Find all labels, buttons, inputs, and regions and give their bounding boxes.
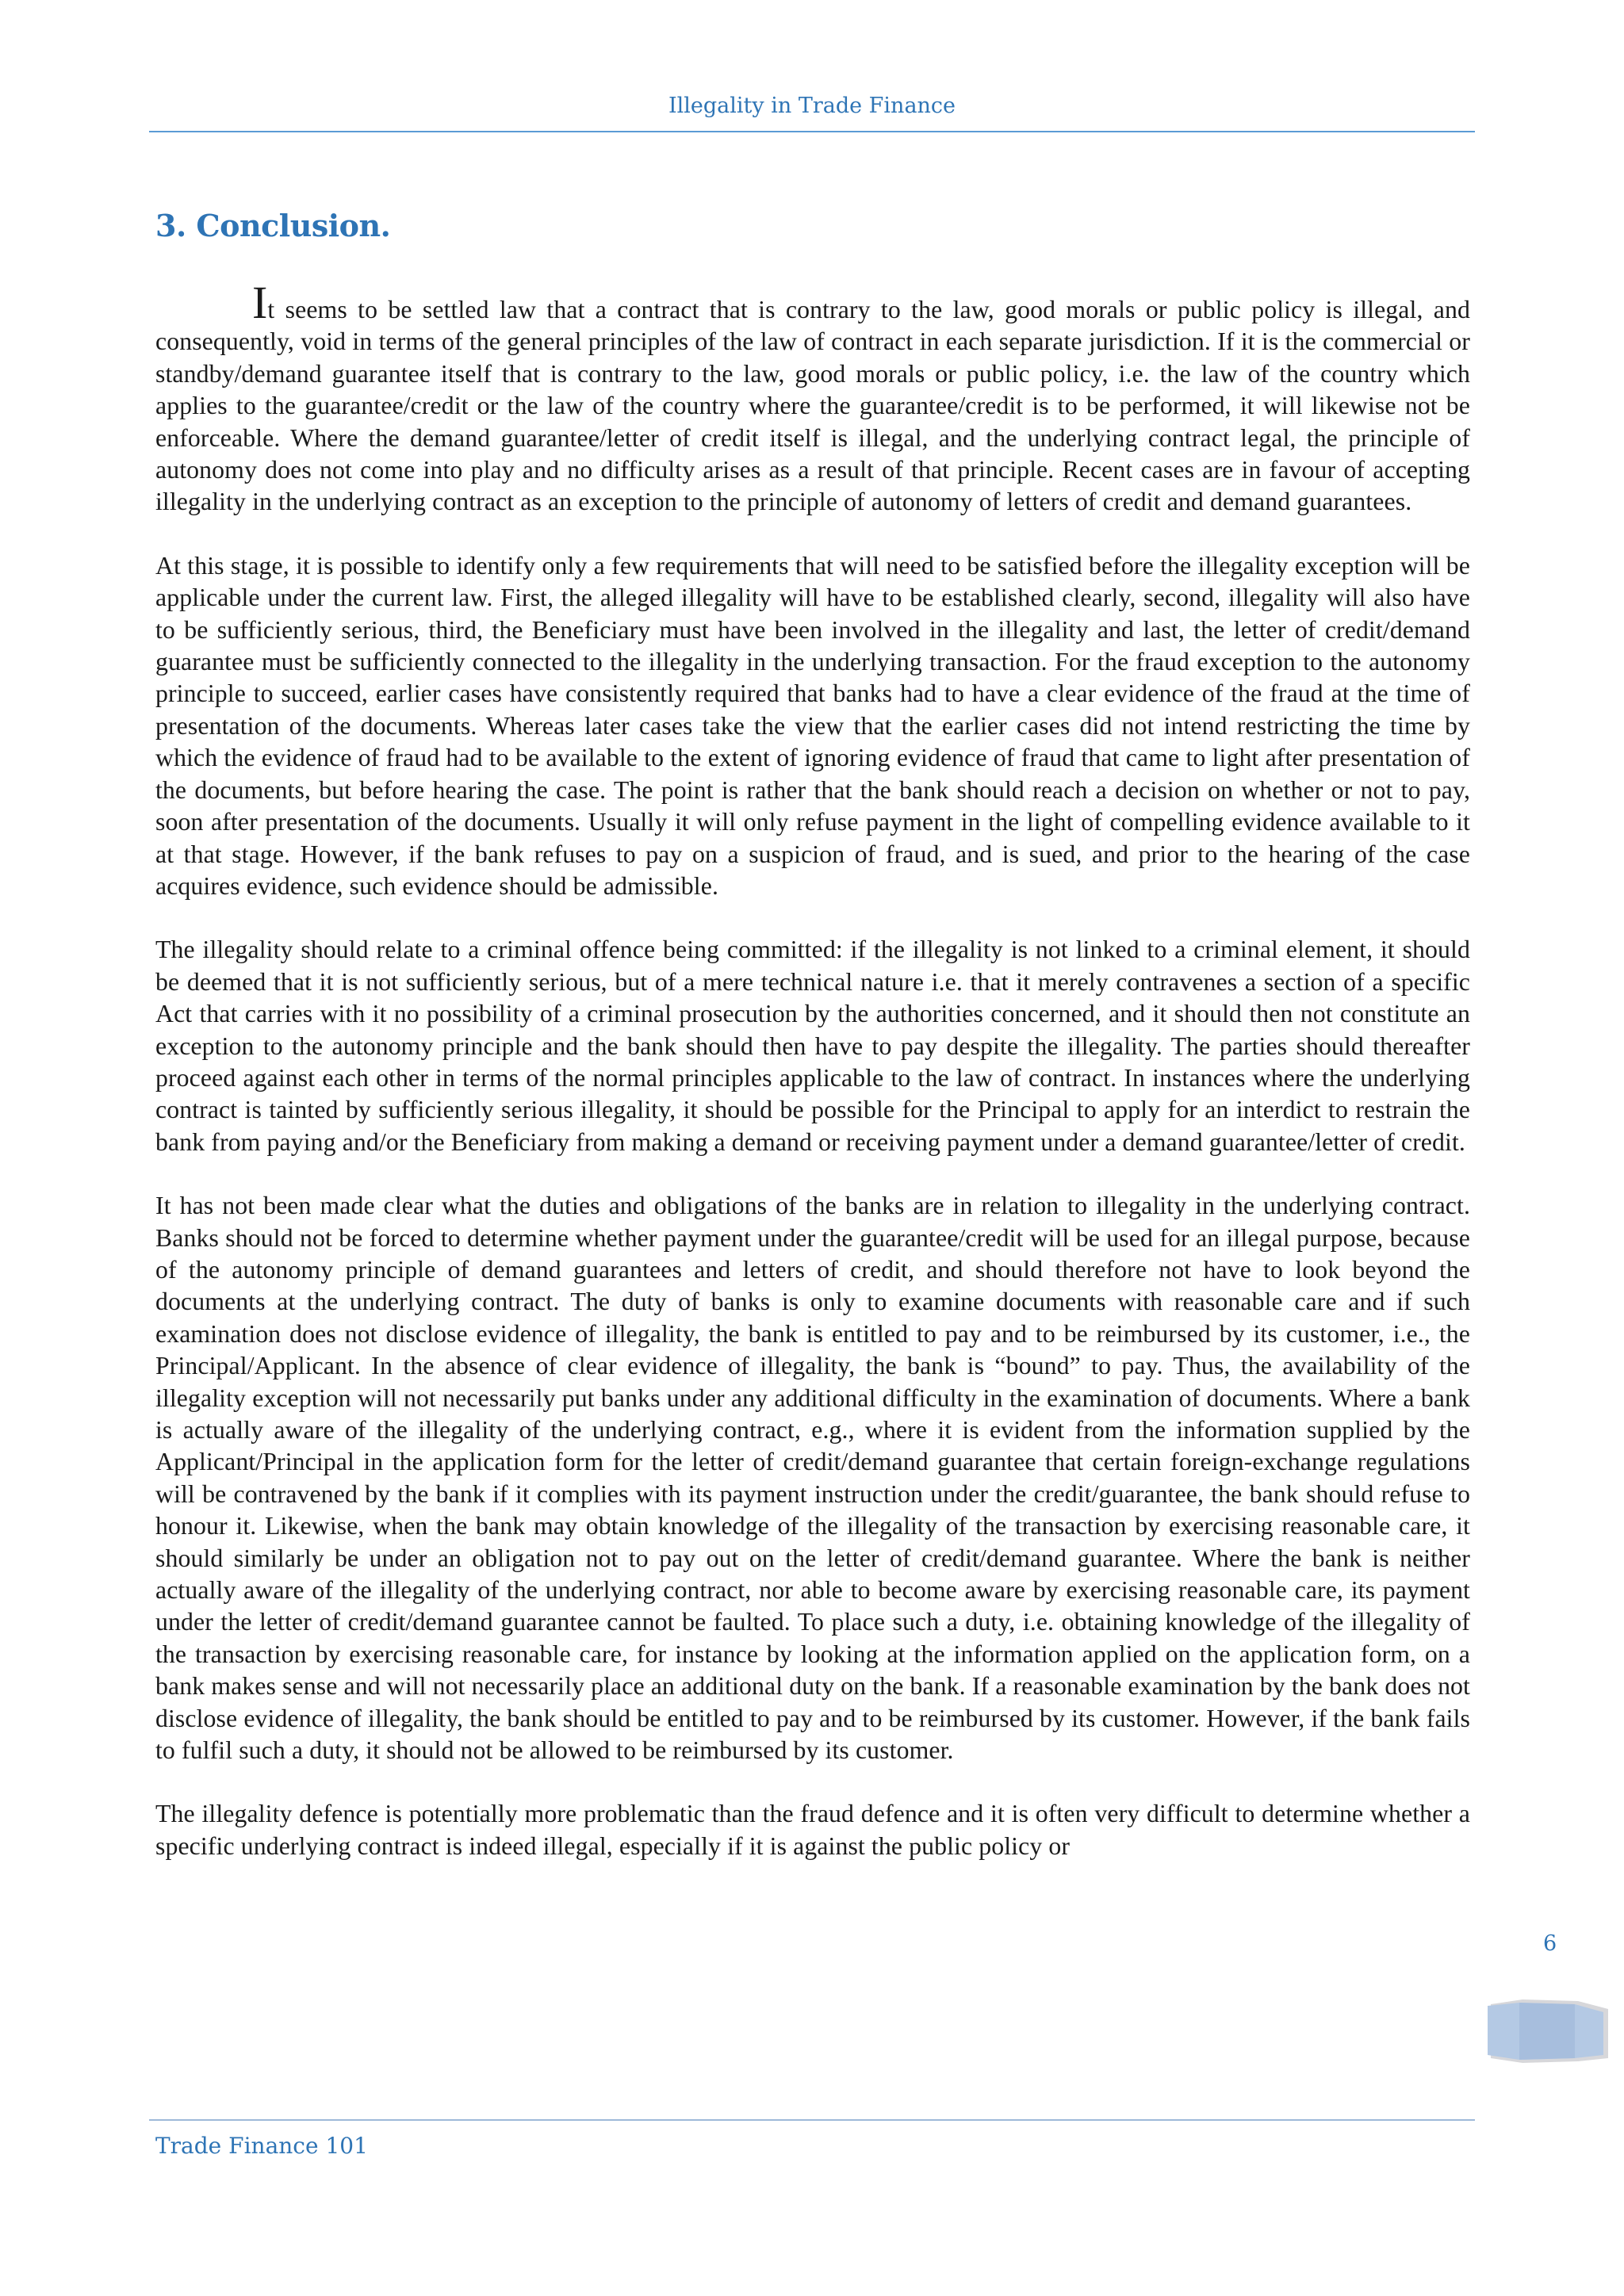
footer-rule: [149, 2119, 1475, 2121]
page-tab-decoration: [1484, 1998, 1611, 2064]
running-header: Illegality in Trade Finance: [668, 94, 956, 118]
running-footer: Trade Finance 101: [155, 2133, 368, 2159]
tab-fold: [1519, 2003, 1575, 2060]
paragraph-1: [155, 277, 1470, 519]
paragraph-2: At this stage, it is possible to identify only a few requirements that will need to be satisfied before the illegality exception will be applicable under the current law. First, the alleged illegality will have to be established clearly, second, illegality will also have to be sufficiently serious, third, the Beneficiary must have been involved in the illegality and last, the letter of credit/demand guarantee must be sufficiently connected to the illegality in the underlying transaction. For the fraud exception to the autonomy principle to succeed, earlier cases have consistently required that banks had to have a clear evidence of the fraud at the time of presentation of the documents. Whereas later cases take the view that the earlier cases did not intend restricting the time by which the evidence of fraud had to be available to the extent of ignoring evidence of fraud that came to light after presentation of the documents, but before hearing the case. The point is rather that the bank should reach a decision on whether or not to pay, soon after presentation of the documents. Usually it will only refuse payment in the light of compelling evidence available to it at that stage. However, if the bank refuses to pay on a suspicion of fraud, and is sued, and prior to the hearing of the case acquires evidence, such evidence should be admissible.: [155, 551, 1470, 900]
header-rule: [149, 131, 1475, 132]
paragraph-5: The illegality defence is potentially more problematic than the fraud defence and it is often very difficult to determine whether a specific underlying contract is indeed illegal, especially if it is against the public policy or: [155, 1800, 1470, 1860]
page-number: 6: [1543, 1931, 1557, 1956]
paragraph-3: The illegality should relate to a criminal offence being committed: if the illegality is not linked to a criminal element, it should be deemed that it is not sufficiently serious, but of a mere technical nature i.e. that it merely contravenes a section of a specific Act that carries with it no possibility of a criminal prosecution by the authorities concerned, and it should then not constitute an exception to the autonomy principle and the bank should then have to pay despite the illegality. The parties should thereafter proceed against each other in terms of the normal principles applicable to the law of contract. In instances where the underlying contract is tainted by sufficiently serious illegality, it should be possible for the Principal to apply for an interdict to restrain the bank from paying and/or the Beneficiary from making a demand or receiving payment under a demand guarantee/letter of credit.: [155, 936, 1470, 1156]
section-heading: 3. Conclusion.: [155, 208, 391, 243]
paragraph-1-text: t seems to be settled law that a contract that is contrary to the law, good morals or public policy is illegal, and consequently, void in terms of the general principles of the law of contract in each separate jurisdiction. If it is the commercial or standby/demand guarantee itself that is contrary to the law, good morals or public policy, i.e. the law of the country which applies to the guarantee/credit or the law of the country where the guarantee/credit is to be performed, it will likewise not be enforceable. Where the demand guarantee/letter of credit itself is illegal, and the underlying contract legal, the principle of autonomy does not come into play and no difficulty arises as a result of that principle. Recent cases are in favour of accepting illegality in the underlying contract as an exception to the principle of autonomy of letters of credit and demand guarantees.: [155, 296, 1470, 516]
paragraph-4: It has not been made clear what the duties and obligations of the banks are in relation to illegality in the underlying contract. Banks should not be forced to determine whether payment under the guarantee/credit will be used for an illegal purpose, because of the autonomy principle of demand guarantees and letters of credit, and should therefore not have to look beyond the documents at the underlying contract. The duty of banks is only to examine documents with reasonable care and if such examination does not disclose evidence of illegality, the bank is entitled to pay and to be reimbursed by its customer, i.e., the Principal/Applicant. In the absence of clear evidence of illegality, the bank is “bound” to pay. Thus, the availability of the illegality exception will not necessarily put banks under any additional difficulty in the examination of documents. Where a bank is actually aware of the illegality of the underlying contract, e.g., where it is evident from the information supplied by the Applicant/Principal in the application form for the letter of credit/demand guarantee that certain foreign-exchange regulations will be contravened by the bank if it complies with its payment instruction under the credit/guarantee, the bank should refuse to honour it. Likewise, when the bank may obtain knowledge of the illegality of the transaction by exercising reasonable care, it should similarly be under an obligation not to pay out on the letter of credit/demand guarantee. Where the bank is neither actually aware of the illegality of the underlying contract, nor able to become aware by exercising reasonable care, its payment under the letter of credit/demand guarantee cannot be faulted. To place such a duty, i.e. obtaining knowledge of the illegality of the transaction by exercising reasonable care, for instance by looking at the information applied on the application form, on a bank makes sense and will not necessarily place an additional duty on the bank. If a reasonable examination by the bank does not disclose evidence of illegality, the bank should be entitled to pay and to be reimbursed by its customer. However, if the bank fails to fulfil such a duty, it should not be allowed to be reimbursed by its customer.: [155, 1192, 1470, 1765]
body-text: [155, 277, 1470, 1894]
drop-cap: I: [252, 277, 268, 328]
